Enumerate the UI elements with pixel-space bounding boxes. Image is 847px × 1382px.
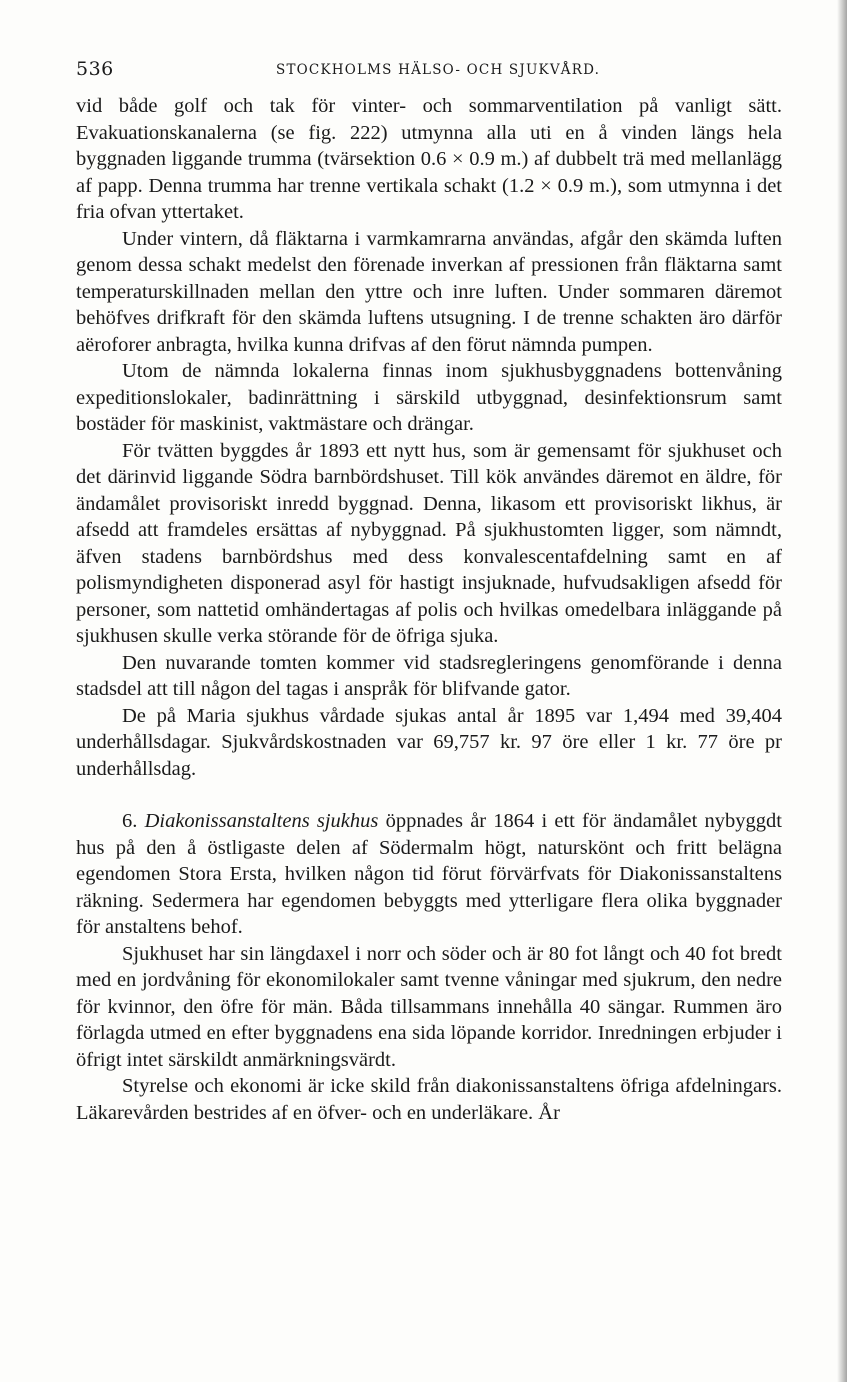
paragraph-winter: Under vintern, då fläktarna i varmkamrarna användas, afgår den skämda luften genom dessa schakt medelst den förenade inverkan af pressionen från fläktarna samt temperaturskillnaden mellan den yttre och inre luften. Under sommaren däremot behöfves drifkraft för den skämda luftens utsugning. I de trenne schakten äro därför aëroforer anbragta, hvilka kunna drifvas af den förut nämnda pumpen. [76,227,782,356]
running-head [76,58,782,84]
paragraph-site: Den nuvarande tomten kommer vid stadsregleringens genomförande i denna stadsdel att till någon del tagas i anspråk för blifvande gator. [76,651,782,700]
section-6-intro [76,808,782,941]
paragraph-hospital-layout: Sjukhuset har sin längdaxel i norr och söder och är 80 fot långt och 40 fot bredt med en jordvåning för ekonomilokaler samt tvenne våningar med sjukrum, den nedre för kvinnor, den öfre för män. Båda tillsammans innehålla 40 sängar. Rummen äro förlagda utmed en efter byggnadens ena sida löpande korridor. Inredningen erbjuder i öfrigt intet särskildt anmärkningsvärdt. [76,942,782,1071]
paragraph-laundry: För tvätten byggdes år 1893 ett nytt hus, som är gemensamt för sjukhuset och det därinvid liggande Södra barnbördshuset. Till kök användes däremot en äldre, för ändamålet provisoriskt inredd byggnad. Denna, likasom ett provisoriskt likhus, är afsedd att framdeles ersättas af nybyggnad. På sjukhustomten ligger, som nämndt, äfven stadens barnbördshus med dess konvalescentafdelning samt en af polismyndigheten disponerad asyl för hastigt insjuknade, hufvudsakligen afsedd för personer, som nattetid omhändertagas af polis och hvilkas omedelbara inläggande på sjukhusen skulle verka störande för de öfriga sjuka. [76,439,782,647]
paragraph-ground-floor: Utom de nämnda lokalerna finnas inom sjukhusbyggnadens bottenvåning expeditionslokaler, badinrättning i särskild utbyggnad, desinfektionsrum samt bostäder för maskinist, vaktmästare och drängar. [76,360,782,435]
section-intro-text: öppnades år 1864 i ett för ändamålet nybyggdt hus på den å östligaste delen af Södermalm högt, naturskönt och fritt belägna egendomen Stora Ersta, hvilken någon tid förut förvärfvats för Diakonissanstaltens räkning. Sedermera har egendomen bebyggts med ytterligare flera olika byggnader för anstaltens behof. [76,810,782,938]
page-number: 536 [76,58,114,80]
running-title: STOCKHOLMS HÄLSO- OCH SJUKVÅRD. [276,62,601,78]
body-text [76,93,782,1126]
paragraph-statistics: De på Maria sjukhus vårdade sjukas antal år 1895 var 1,494 med 39,404 underhållsdagar. Sjukvårdskostnaden var 69,757 kr. 97 öre eller 1 kr. 77 öre pr underhållsdag. [76,704,782,780]
section-title: Diakonissanstaltens sjukhus [144,810,379,832]
paragraph-ventilation: vid både golf och tak för vinter- och sommarventilation på vanligt sätt. Evakuationskanalerna (se fig. 222) utmynna alla uti en å vinden längs hela byggnaden liggande trumma (tvärsektion 0.6 × 0.9 m.) af dubbelt trä med mellanlägg af papp. Denna trumma har trenne vertikala schakt (1.2 × 0.9 m.), som utmynna i det fria ofvan yttertaket. [76,95,782,223]
paragraph-administration: Styrelse och ekonomi är icke skild från diakonissanstaltens öfriga afdelningars. Läkarevården bestrides af en öfver- och en underläkare. År [76,1075,782,1124]
section-number: 6. [122,810,138,832]
page-edge-shadow [837,0,847,1382]
